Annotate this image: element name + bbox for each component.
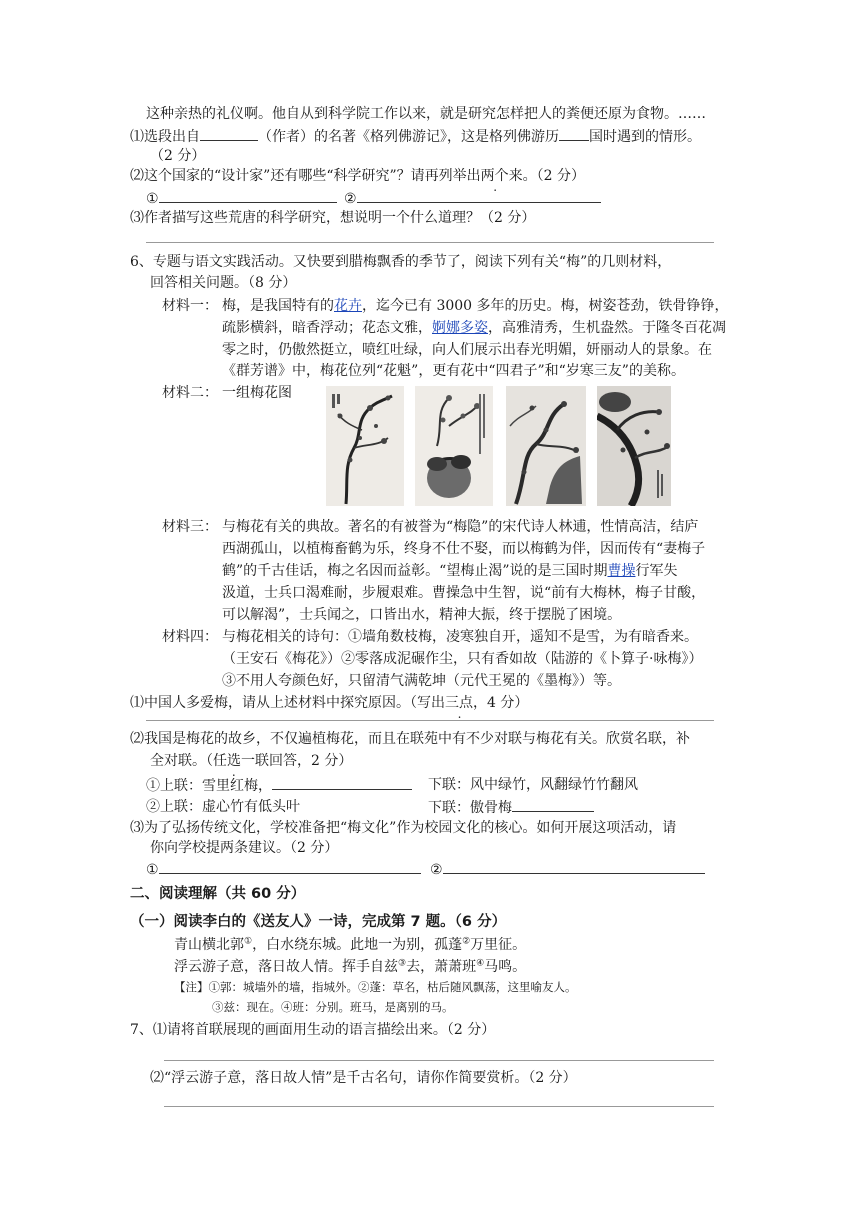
material-4-line: ③不用人夸颜色好，只留清气满乾坤（元代王冕的《墨梅》）等。 (222, 673, 621, 689)
link-enuoduozi[interactable]: 婀娜多姿 (432, 320, 488, 336)
material-2-text: 一组梅花图 (222, 385, 292, 401)
question-6-title-cont: 回答相关问题。（8 分） (150, 275, 297, 291)
text-line: 这种亲热的礼仪啊。他自从到科学院工作以来，就是研究怎样把人的粪便还原为食物。…… (146, 106, 706, 122)
material-3-line: 可以解渴”，士兵闻之，口皆出水，精神大振，终于摆脱了困境。 (222, 607, 622, 623)
question-6-3-cont: 你向学校提两条建议。（2 分） (150, 840, 339, 856)
answer-line[interactable] (146, 242, 714, 243)
plum-painting-1 (326, 386, 404, 506)
couplet-1-lower: 下联：风中绿竹，风翻绿竹竹翻风 (428, 777, 638, 793)
score-text: （2 分） (150, 148, 206, 164)
question-6-3: ⑶为了弘扬传统文化，学校准备把“梅文化”作为校园文化的核心。如何开展这项活动，请 (130, 820, 677, 836)
poem-note-1: 【注】①郭：城墙外的墙，指城外。②蓬：草名，枯后随风飘荡，这里喻友人。 (174, 980, 577, 994)
plum-painting-2 (415, 386, 493, 506)
question-6-1: ⑴中国人多爱梅，请从上述材料中探究原因。（写出三点，4 分） (130, 695, 529, 711)
material-4-line: （王安石《梅花》）②零落成泥碾作尘，只有香如故（陆游的《卜算子·咏梅》） (222, 651, 703, 667)
question-5-1: ⑴选段出自 （作者）的名著《格列佛游记》，这是格列佛游历 国时遇到的情形。 (130, 126, 701, 147)
question-7-2: ⑵“浮云游子意，落日故人情”是千古名句，请你作简要赏析。（2 分） (150, 1070, 577, 1086)
question-6-2: ⑵我国是梅花的故乡，不仅遍植梅花，而且在联苑中有不少对联与梅花有关。欣赏名联，补 (130, 731, 690, 747)
material-1-line: 《群芳谱》中，梅花位列“花魁”，更有花中“四君子”和“岁寒三友”的美称。 (222, 363, 685, 379)
answer-line[interactable] (164, 1060, 714, 1061)
section-2-heading: 二、阅读理解（共 60 分） (130, 886, 306, 902)
answer-blank[interactable] (200, 126, 258, 141)
answer-line-1[interactable]: ① (146, 859, 421, 880)
plum-painting-3 (506, 386, 586, 506)
answer-line-2[interactable]: ② (344, 188, 601, 209)
material-3-line: 与梅花有关的典故。著名的有被誉为“梅隐”的宋代诗人林逋，性情高洁，结庐 (222, 519, 699, 535)
material-1-label: 材料一： (162, 298, 218, 314)
material-1-line: 梅，是我国特有的花卉，迄今已有 3000 多年的历史。梅，树姿苍劲，铁骨铮铮， (222, 298, 729, 314)
answer-line[interactable] (146, 720, 714, 721)
question-5-2: ⑵这个国家的“设计家”还有哪些“科学研究”？请再列举出两个来。（2 分） (130, 168, 585, 184)
link-caocao[interactable]: 曹操 (607, 563, 636, 579)
material-3-line: 汲道，士兵口渴难耐，步履艰难。曹操急中生智，说“前有大梅林，梅子甘酸， (222, 585, 706, 601)
question-6-title: 6、专题与语文实践活动。又快要到腊梅飘香的季节了，阅读下列有关“梅”的几则材料， (130, 254, 672, 270)
answer-line[interactable] (164, 1106, 714, 1107)
answer-line-1[interactable]: ① (146, 188, 337, 209)
question-6-2-cont: 全对联。（任选一联回答，2 分） (150, 753, 353, 769)
material-1-line: 疏影横斜，暗香浮动；花态文雅，婀娜多姿，高雅清秀，生机盎然。于隆冬百花凋 (222, 320, 726, 336)
poem-note-2: ③兹：现在。④班：分别。班马，是离别的马。 (212, 1000, 454, 1014)
couplet-1-upper: ①上联：雪里红梅， (146, 775, 412, 796)
material-3-label: 材料三： (162, 519, 218, 535)
plum-painting-4 (597, 386, 671, 506)
couplet-2-lower: 下联：傲骨梅 (428, 797, 594, 818)
material-4-label: 材料四： (162, 629, 218, 645)
material-4-line: 与梅花相关的诗句：①墙角数枝梅，凌寒独自开，遥知不是雪，为有暗香来。 (222, 629, 698, 645)
answer-blank[interactable] (512, 797, 594, 812)
question-7-1: 7、⑴请将首联展现的画面用生动的语言描绘出来。（2 分） (130, 1022, 496, 1038)
poem-line-2: 浮云游子意，落日故人情。挥手自兹③去，萧萧班④马鸣。 (174, 958, 527, 975)
link-huahui[interactable]: 花卉 (334, 298, 362, 314)
answer-blank[interactable] (559, 126, 589, 141)
subsection-1-heading: （一）阅读李白的《送友人》一诗，完成第 7 题。（6 分） (130, 914, 507, 930)
material-3-line: 西湖孤山，以植梅畜鹤为乐，终身不仕不娶，而以梅鹤为伴，因而传有“妻梅子 (222, 541, 706, 557)
couplet-2-upper: ②上联：虚心竹有低头叶 (146, 799, 300, 815)
material-2-label: 材料二： (162, 385, 218, 401)
answer-line-2[interactable]: ② (430, 859, 705, 880)
material-3-line: 鹤”的千古佳话，梅之名因而益彰。“望梅止渴”说的是三国时期曹操行军失 (222, 563, 678, 579)
poem-line-1: 青山横北郭①，白水绕东城。此地一为别，孤蓬②万里征。 (174, 936, 527, 953)
question-5-3: ⑶作者描写这些荒唐的科学研究，想说明一个什么道理？（2 分） (130, 210, 536, 226)
material-1-line: 零之时，仍傲然挺立，喷红吐绿，向人们展示出春光明媚，妍丽动人的景象。在 (222, 342, 712, 358)
answer-blank[interactable] (272, 775, 412, 790)
